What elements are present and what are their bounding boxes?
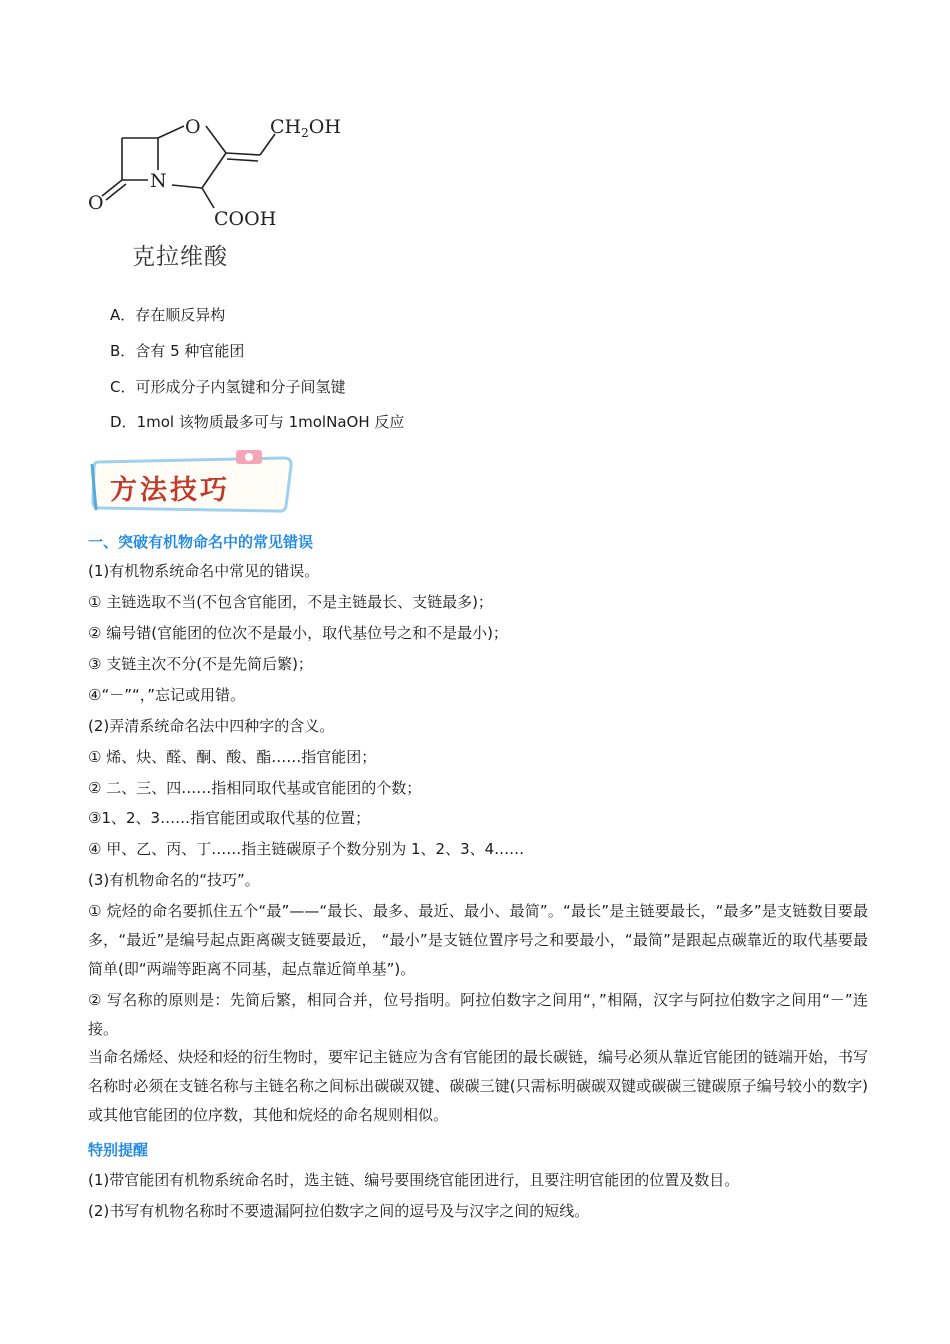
option-text: 含有 5 种官能团	[135, 342, 245, 360]
option-letter: C．	[110, 378, 136, 396]
option-letter: D．	[110, 413, 137, 431]
ch2oh-label: $CH_2OH$	[270, 116, 341, 140]
banner-title: 方法技巧	[110, 475, 230, 506]
reminder-item: (1)带官能团有机物系统命名时，选主链、编号要围绕官能团进行，且要注明官能团的位置及数目。	[88, 1171, 740, 1189]
paragraph-text: 当命名烯烃、炔烃和烃的衍生物时，要牢记主链应为含有官能团的最长碳链，编号必须从靠近官能团的链端开始，书写名称时必须在支链名称与主链名称之间标出碳碳双键、碳碳三键(只需标明碳碳双键或碳碳三键碳原子编号较小的数字)或其他官能团的位序数，其他和烷烃的命名规则相似。	[88, 1048, 869, 1124]
reminder-heading: 特别提醒	[88, 1141, 149, 1159]
list-item: ② 编号错(官能团的位次不是最小，取代基位号之和不是最小)；	[88, 624, 508, 642]
figure-caption: 克拉维酸	[132, 244, 228, 270]
paragraph-3: (3)有机物命名的“技巧”。	[88, 871, 260, 889]
option-b	[110, 341, 244, 361]
option-d	[110, 412, 404, 432]
cooh-label: COOH	[214, 208, 277, 230]
list-item: ③1、2、3……指官能团或取代基的位置；	[88, 809, 371, 827]
clavulanic-acid-structure	[80, 108, 380, 278]
ring-nitrogen-label: N	[150, 170, 167, 192]
list-item: ② 二、三、四……指相同取代基或官能团的个数；	[88, 779, 422, 797]
carbonyl-oxygen-label: O	[88, 192, 104, 214]
list-item: ④“－”“，”忘记或用错。	[88, 686, 246, 704]
paragraph-text: ① 烷烃的命名要抓住五个“最”——“最长、最多、最近、最小、最简”。“最长”是主链要最长，“最多”是支链数目要最多，“最近”是编号起点距离碳支链要最近， “最小”是支链位置序号之和要最小，“最简”是跟起点碳靠近的取代基要最简单(即“两端等距离不同基，起点靠近简单基”)。	[88, 902, 868, 978]
option-a	[110, 305, 225, 325]
section-heading: 一、突破有机物命名中的常见错误	[88, 533, 314, 551]
ring-oxygen-label: O	[185, 116, 201, 138]
list-item: ④ 甲、乙、丙、丁……指主链碳原子个数分别为 1、2、3、4……	[88, 840, 525, 858]
list-item: ① 主链选取不当(不包含官能团，不是主链最长、支链最多)；	[88, 593, 493, 611]
option-letter: B．	[110, 342, 136, 360]
option-text: 1mol 该物质最多可与 1molNaOH 反应	[136, 413, 405, 431]
option-letter: A．	[110, 306, 136, 324]
option-c	[110, 377, 346, 397]
reminder-item: (2)书写有机物名称时不要遗漏阿拉伯数字之间的逗号及与汉字之间的短线。	[88, 1202, 590, 1220]
list-item: ③ 支链主次不分(不是先简后繁)；	[88, 655, 313, 673]
option-text: 可形成分子内氢键和分子间氢键	[135, 378, 346, 396]
paragraph-1: (1)有机物系统命名中常见的错误。	[88, 562, 320, 580]
option-text: 存在顺反异构	[135, 306, 226, 324]
paragraph-text: ② 写名称的原则是：先简后繁，相同合并，位号指明。阿拉伯数字之间用“，”相隔，汉字与阿拉伯数字之间用“－”连接。	[88, 991, 868, 1038]
paragraph-2: (2)弄清系统命名法中四种字的含义。	[88, 717, 335, 735]
list-item: ① 烯、炔、醛、酮、酸、酯……指官能团；	[88, 748, 377, 766]
method-banner	[88, 448, 298, 518]
